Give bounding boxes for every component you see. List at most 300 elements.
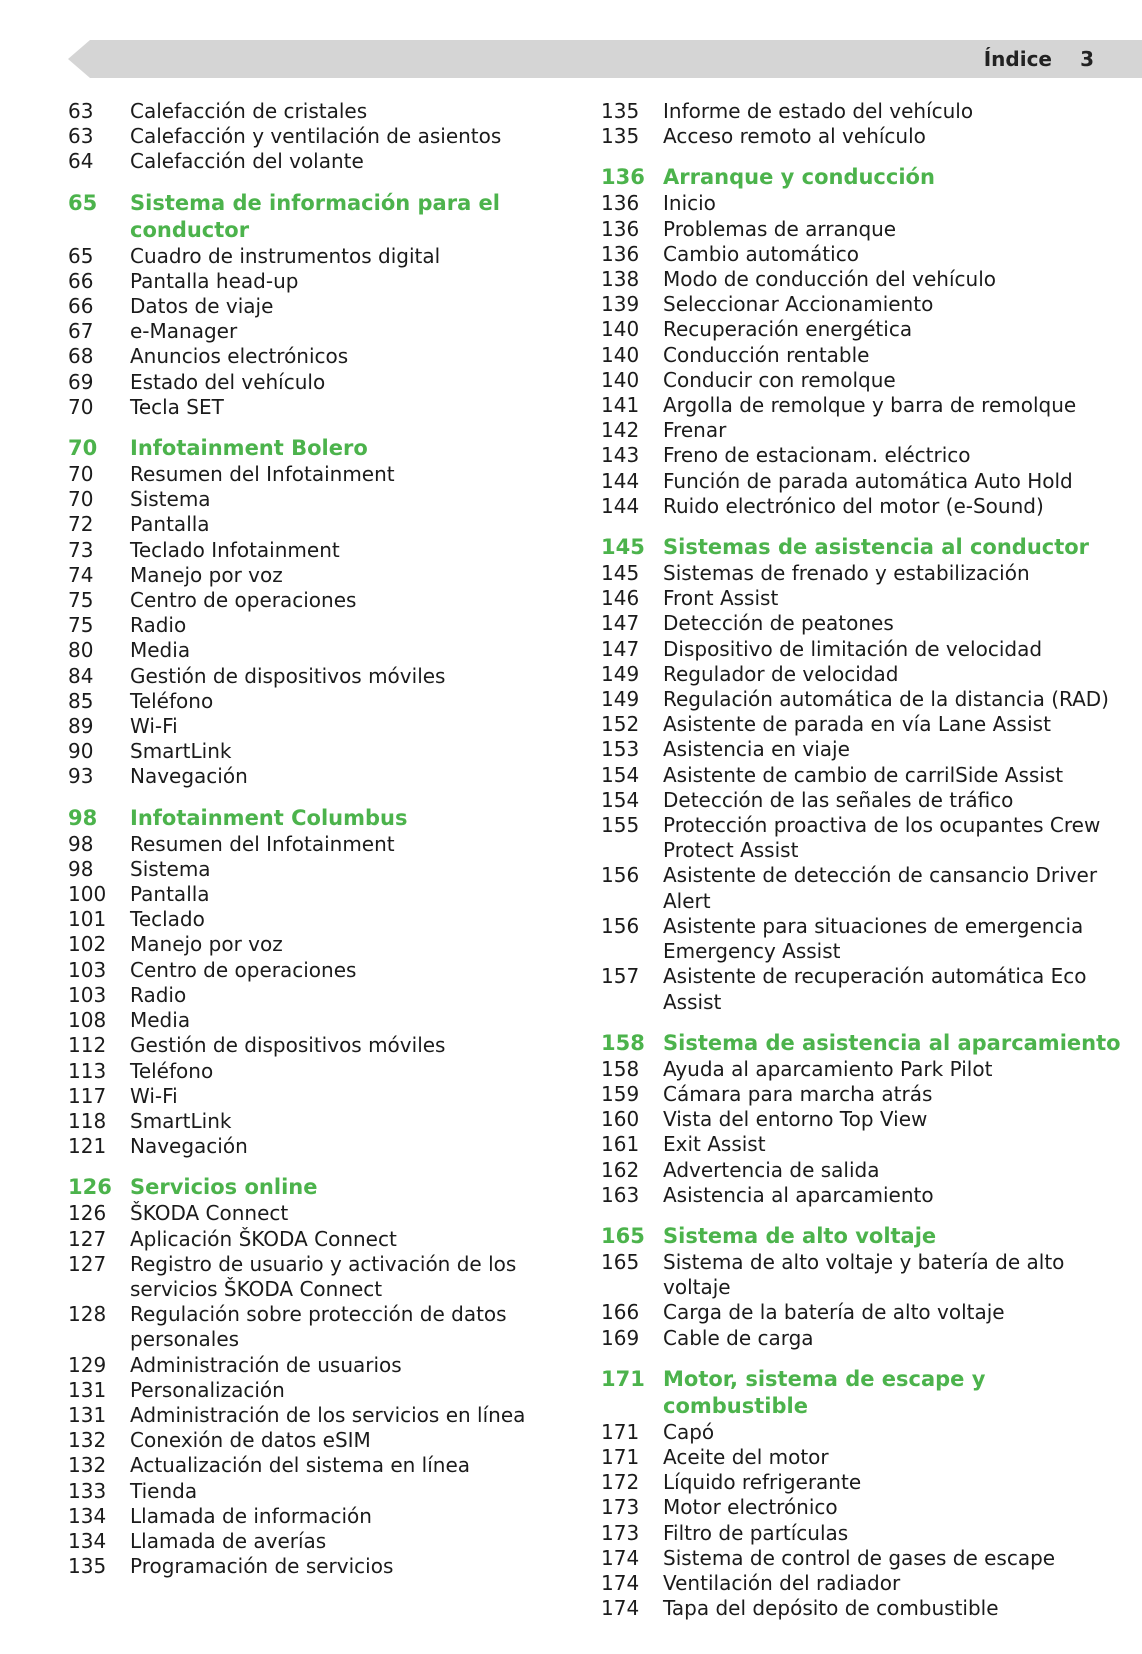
entry-page-number: 165 (601, 1249, 640, 1274)
entry-page-number: 129 (68, 1352, 107, 1377)
toc-entry[interactable] (68, 487, 588, 512)
toc-entry[interactable] (601, 317, 1121, 342)
toc-section (601, 1223, 1121, 1351)
entry-page-number: 65 (68, 243, 94, 268)
entry-title: SmartLink (130, 1108, 232, 1133)
entry-title: Registro de usuario y activación de los servicios ŠKODA Connect (130, 1251, 517, 1301)
toc-entry[interactable] (68, 1008, 588, 1033)
toc-entry[interactable] (68, 739, 588, 764)
entry-page-number: 160 (601, 1107, 640, 1132)
header-title: Índice (983, 47, 1052, 71)
entry-title: Asistente para situaciones de emergencia Emergency Assist (663, 913, 1084, 964)
heading-title: Sistema de asistencia al aparcamiento (663, 1030, 1121, 1055)
entry-title: Llamada de averías (130, 1528, 327, 1553)
toc-entry[interactable] (601, 1057, 1121, 1082)
entry-title: Radio (130, 982, 187, 1007)
entry-page-number: 131 (68, 1377, 107, 1402)
entry-page-number: 174 (601, 1570, 640, 1595)
toc-entry[interactable] (601, 586, 1121, 611)
entry-title: Inicio (663, 191, 716, 216)
entry-page-number: 113 (68, 1058, 107, 1083)
toc-entry[interactable] (68, 907, 588, 932)
entry-title: Función de parada automática Auto Hold (663, 468, 1073, 493)
entry-title: Regulación sobre protección de datos personales (130, 1302, 507, 1352)
entry-page-number: 84 (68, 663, 94, 688)
entry-page-number: 173 (601, 1495, 640, 1520)
toc-entry[interactable] (601, 469, 1121, 494)
entry-page-number: 135 (68, 1554, 107, 1579)
entry-title: Sistema (130, 856, 211, 881)
entry-page-number: 159 (601, 1081, 640, 1106)
entry-title: Administración de usuarios (130, 1352, 402, 1377)
entry-page-number: 70 (68, 487, 94, 512)
entry-title: Teléfono (130, 1058, 214, 1083)
toc-entry[interactable] (601, 494, 1121, 519)
section-heading[interactable] (68, 190, 588, 244)
entry-title: Front Assist (663, 586, 779, 611)
entry-title: Asistencia al aparcamiento (663, 1182, 934, 1207)
entry-page-number: 172 (601, 1470, 640, 1495)
toc-entry[interactable] (68, 395, 588, 420)
toc-entry[interactable] (601, 1326, 1121, 1351)
toc-entry[interactable] (68, 714, 588, 739)
entry-page-number: 171 (601, 1419, 640, 1444)
entry-page-number: 75 (68, 588, 94, 613)
toc-entry[interactable] (68, 1227, 588, 1252)
heading-title: Sistemas de asistencia al conductor (663, 535, 1090, 560)
toc-entry[interactable] (601, 418, 1121, 443)
entry-page-number: 140 (601, 317, 640, 342)
toc-entry[interactable] (601, 267, 1121, 292)
entry-page-number: 68 (68, 344, 94, 369)
toc-section (601, 99, 1121, 149)
toc-entry[interactable] (68, 149, 588, 174)
toc-entry[interactable] (68, 462, 588, 487)
toc-entry[interactable] (601, 1571, 1121, 1596)
entry-title: Problemas de arranque (663, 216, 897, 241)
entry-page-number: 135 (601, 124, 640, 149)
entry-title: Actualización del sistema en línea (130, 1453, 471, 1478)
entry-title: Centro de operaciones (130, 957, 357, 982)
entry-title: Media (130, 1008, 191, 1033)
entry-page-number: 162 (601, 1157, 640, 1182)
entry-page-number: 100 (68, 882, 107, 907)
entry-page-number: 140 (601, 342, 640, 367)
entry-title: Filtro de partículas (663, 1520, 849, 1545)
section-heading[interactable] (601, 1030, 1121, 1057)
toc-entry[interactable] (68, 99, 588, 124)
toc-entry[interactable] (68, 1201, 588, 1226)
entry-title: Wi-Fi (130, 714, 178, 739)
toc-entry[interactable] (601, 561, 1121, 586)
entry-page-number: 134 (68, 1503, 107, 1528)
toc-entry[interactable] (601, 1495, 1121, 1520)
toc-entry[interactable] (68, 1059, 588, 1084)
entry-title: Carga de la batería de alto voltaje (663, 1300, 1005, 1325)
toc-entry[interactable] (601, 99, 1121, 124)
toc-entry[interactable] (601, 1082, 1121, 1107)
entry-page-number: 166 (601, 1300, 640, 1325)
entry-title: Advertencia de salida (663, 1157, 880, 1182)
entry-page-number: 131 (68, 1402, 107, 1427)
toc-entry[interactable] (68, 983, 588, 1008)
entry-title: Calefacción y ventilación de asientos (130, 124, 502, 149)
toc-entry[interactable] (601, 1420, 1121, 1445)
entry-title: Dispositivo de limitación de velocidad (663, 636, 1043, 661)
toc-entry[interactable] (601, 343, 1121, 368)
toc-entry[interactable] (68, 764, 588, 789)
toc-entry[interactable] (601, 1521, 1121, 1546)
entry-page-number: 144 (601, 468, 640, 493)
entry-page-number: 103 (68, 982, 107, 1007)
entry-page-number: 136 (601, 241, 640, 266)
toc-entry[interactable] (68, 1504, 588, 1529)
toc-entry[interactable] (68, 588, 588, 613)
toc-entry[interactable] (601, 393, 1121, 418)
toc-entry[interactable] (601, 1596, 1121, 1621)
entry-page-number: 135 (601, 99, 640, 123)
toc-entry[interactable] (68, 269, 588, 294)
entry-page-number: 149 (601, 687, 640, 712)
entry-page-number: 93 (68, 764, 94, 789)
entry-title: Cambio automático (663, 241, 859, 266)
entry-page-number: 133 (68, 1478, 107, 1503)
toc-entry[interactable] (68, 563, 588, 588)
entry-title: Exit Assist (663, 1132, 766, 1157)
toc-entry[interactable] (601, 217, 1121, 242)
toc-entry[interactable] (601, 662, 1121, 687)
entry-title: Teléfono (130, 688, 214, 713)
toc-entry[interactable] (68, 613, 588, 638)
entry-title: Administración de los servicios en línea (130, 1402, 526, 1427)
entry-title: Sistema (130, 487, 211, 512)
entry-page-number: 69 (68, 369, 94, 394)
entry-page-number: 154 (601, 762, 640, 787)
entry-page-number: 101 (68, 907, 107, 932)
toc-entry[interactable] (68, 1084, 588, 1109)
toc-section (601, 1366, 1121, 1622)
entry-page-number: 66 (68, 294, 94, 319)
toc-section (68, 190, 588, 420)
entry-title: Motor electrónico (663, 1495, 838, 1520)
toc-entry[interactable] (601, 712, 1121, 737)
entry-title: Conducir con remolque (663, 367, 896, 392)
heading-page-number: 158 (601, 1030, 645, 1055)
entry-title: Llamada de información (130, 1503, 372, 1528)
toc-entry[interactable] (601, 368, 1121, 393)
toc-left-column (68, 99, 588, 1594)
entry-title: Asistente de cambio de carrilSide Assist (663, 762, 1064, 787)
entry-page-number: 156 (601, 863, 640, 888)
toc-entry[interactable] (68, 538, 588, 563)
entry-page-number: 156 (601, 913, 640, 938)
entry-page-number: 157 (601, 964, 640, 989)
toc-entry[interactable] (68, 512, 588, 537)
entry-page-number: 169 (601, 1325, 640, 1350)
entry-title: Conducción rentable (663, 342, 870, 367)
toc-entry[interactable] (68, 1134, 588, 1159)
toc-entry[interactable] (68, 1378, 588, 1403)
entry-title: Cable de carga (663, 1325, 814, 1350)
entry-page-number: 153 (601, 737, 640, 762)
entry-page-number: 132 (68, 1428, 107, 1453)
entry-title: Capó (663, 1419, 715, 1444)
toc-entry[interactable] (601, 1132, 1121, 1157)
entry-title: Datos de viaje (130, 294, 274, 319)
section-heading[interactable] (601, 1366, 1121, 1420)
entry-page-number: 63 (68, 99, 94, 123)
entry-page-number: 85 (68, 688, 94, 713)
entry-title: Asistente de parada en vía Lane Assist (663, 712, 1051, 737)
entry-title: Sistemas de frenado y estabilización (663, 561, 1030, 586)
header-band (68, 40, 1142, 78)
entry-title: SmartLink (130, 739, 232, 764)
entry-title: Wi-Fi (130, 1083, 178, 1108)
entry-title: Gestión de dispositivos móviles (130, 663, 446, 688)
entry-title: Recuperación energética (663, 317, 913, 342)
entry-page-number: 161 (601, 1132, 640, 1157)
entry-title: Detección de las señales de tráfico (663, 787, 1014, 812)
entry-title: Sistema de alto voltaje y batería de alto voltaje (663, 1249, 1065, 1300)
toc-entry[interactable] (601, 191, 1121, 216)
toc-entry[interactable] (601, 737, 1121, 762)
toc-entry[interactable] (68, 1353, 588, 1378)
entry-title: Media (130, 638, 191, 663)
heading-page-number: 126 (68, 1175, 112, 1200)
toc-entry[interactable] (68, 1033, 588, 1058)
toc-entry[interactable] (601, 763, 1121, 788)
toc-entry[interactable] (68, 344, 588, 369)
section-heading[interactable] (68, 435, 588, 462)
toc-section (68, 805, 588, 1160)
entry-page-number: 74 (68, 562, 94, 587)
toc-entry[interactable] (68, 1252, 588, 1302)
toc-entry[interactable] (601, 1470, 1121, 1495)
entry-title: Tienda (130, 1478, 198, 1503)
toc-entry[interactable] (68, 1109, 588, 1134)
toc-entry[interactable] (68, 319, 588, 344)
toc-entry[interactable] (601, 443, 1121, 468)
toc-entry[interactable] (68, 882, 588, 907)
section-heading[interactable] (68, 805, 588, 832)
toc-entry[interactable] (601, 1546, 1121, 1571)
section-heading[interactable] (601, 164, 1121, 191)
entry-title: Frenar (663, 418, 727, 443)
entry-title: Modo de conducción del vehículo (663, 267, 996, 292)
toc-entry[interactable] (68, 1302, 588, 1352)
toc-entry[interactable] (68, 1403, 588, 1428)
entry-title: Protección proactiva de los ocupantes Crew Protect Assist (663, 813, 1101, 863)
entry-title: Argolla de remolque y barra de remolque (663, 393, 1077, 418)
toc-entry[interactable] (68, 857, 588, 882)
entry-title: Calefacción de cristales (130, 99, 368, 123)
entry-page-number: 75 (68, 613, 94, 638)
toc-entry[interactable] (68, 689, 588, 714)
entry-title: Estado del vehículo (130, 369, 326, 394)
entry-title: Informe de estado del vehículo (663, 99, 974, 123)
entry-page-number: 155 (601, 813, 640, 838)
entry-page-number: 143 (601, 443, 640, 468)
entry-page-number: 140 (601, 367, 640, 392)
entry-title: e-Manager (130, 319, 238, 344)
toc-entry[interactable] (601, 914, 1121, 964)
entry-page-number: 141 (601, 393, 640, 418)
entry-page-number: 108 (68, 1008, 107, 1033)
entry-page-number: 174 (601, 1545, 640, 1570)
entry-page-number: 118 (68, 1108, 107, 1133)
toc-section (601, 1030, 1121, 1208)
entry-page-number: 98 (68, 856, 94, 881)
entry-title: Sistema de control de gases de escape (663, 1545, 1056, 1570)
toc-entry[interactable] (68, 1479, 588, 1504)
heading-title: Infotainment Bolero (130, 436, 368, 461)
entry-page-number: 127 (68, 1251, 107, 1276)
entry-title: Conexión de datos eSIM (130, 1428, 371, 1453)
entry-page-number: 72 (68, 512, 94, 537)
entry-title: Resumen del Infotainment (130, 831, 395, 856)
toc-right-column (601, 99, 1121, 1636)
section-heading[interactable] (601, 534, 1121, 561)
toc-entry[interactable] (68, 244, 588, 269)
entry-page-number: 147 (601, 636, 640, 661)
entry-title: Resumen del Infotainment (130, 462, 395, 487)
entry-page-number: 66 (68, 268, 94, 293)
entry-title: Navegación (130, 1134, 248, 1159)
entry-page-number: 132 (68, 1453, 107, 1478)
toc-entry[interactable] (601, 1300, 1121, 1325)
toc-section (68, 435, 588, 790)
toc-entry[interactable] (68, 1428, 588, 1453)
heading-page-number: 171 (601, 1366, 645, 1391)
toc-entry[interactable] (601, 637, 1121, 662)
toc-entry[interactable] (601, 1158, 1121, 1183)
entry-page-number: 138 (601, 267, 640, 292)
toc-entry[interactable] (601, 611, 1121, 636)
toc-entry[interactable] (601, 124, 1121, 149)
toc-section (601, 534, 1121, 1015)
entry-title: Teclado (130, 907, 205, 932)
heading-title: Sistema de alto voltaje (663, 1223, 937, 1248)
entry-title: Cámara para marcha atrás (663, 1081, 933, 1106)
entry-page-number: 134 (68, 1528, 107, 1553)
toc-entry[interactable] (601, 964, 1121, 1014)
heading-title: Sistema de información para el conductor (130, 190, 500, 242)
toc-entry[interactable] (68, 664, 588, 689)
heading-page-number: 70 (68, 436, 98, 461)
entry-page-number: 63 (68, 124, 94, 149)
toc-entry[interactable] (601, 813, 1121, 863)
section-heading[interactable] (601, 1223, 1121, 1250)
entry-page-number: 158 (601, 1056, 640, 1081)
entry-page-number: 136 (601, 216, 640, 241)
entry-page-number: 67 (68, 319, 94, 344)
entry-title: Gestión de dispositivos móviles (130, 1033, 446, 1058)
toc-entry[interactable] (68, 294, 588, 319)
heading-title: Arranque y conducción (663, 165, 935, 190)
entry-title: Cuadro de instrumentos digital (130, 243, 441, 268)
entry-title: Seleccionar Accionamiento (663, 292, 934, 317)
entry-title: Líquido refrigerante (663, 1470, 862, 1495)
entry-page-number: 98 (68, 831, 94, 856)
entry-title: Aceite del motor (663, 1444, 829, 1469)
entry-page-number: 145 (601, 561, 640, 586)
entry-title: Detección de peatones (663, 611, 894, 636)
toc-entry[interactable] (601, 788, 1121, 813)
entry-title: Centro de operaciones (130, 588, 357, 613)
entry-title: Manejo por voz (130, 932, 283, 957)
heading-page-number: 98 (68, 805, 98, 830)
toc-entry[interactable] (601, 242, 1121, 267)
toc-entry[interactable] (68, 124, 588, 149)
toc-entry[interactable] (601, 863, 1121, 913)
toc-entry[interactable] (68, 1554, 588, 1579)
toc-entry[interactable] (601, 1183, 1121, 1208)
heading-title: Servicios online (130, 1175, 318, 1200)
entry-title: Tecla SET (130, 394, 224, 419)
entry-page-number: 121 (68, 1134, 107, 1159)
entry-title: Ayuda al aparcamiento Park Pilot (663, 1056, 993, 1081)
entry-page-number: 149 (601, 661, 640, 686)
entry-page-number: 102 (68, 932, 107, 957)
entry-title: Pantalla head-up (130, 268, 299, 293)
entry-page-number: 147 (601, 611, 640, 636)
entry-page-number: 117 (68, 1083, 107, 1108)
toc-entry[interactable] (601, 1107, 1121, 1132)
entry-page-number: 70 (68, 462, 94, 487)
entry-title: Ruido electrónico del motor (e-Sound) (663, 493, 1044, 518)
toc-entry[interactable] (68, 638, 588, 663)
entry-title: Regulación automática de la distancia (RAD) (663, 687, 1109, 712)
entry-page-number: 127 (68, 1226, 107, 1251)
toc-entry[interactable] (601, 1445, 1121, 1470)
entry-title: Teclado Infotainment (130, 537, 340, 562)
entry-title: Pantalla (130, 882, 210, 907)
entry-title: Personalización (130, 1377, 285, 1402)
toc-section (68, 1174, 588, 1579)
toc-entry[interactable] (68, 832, 588, 857)
toc-entry[interactable] (601, 687, 1121, 712)
entry-page-number: 90 (68, 739, 94, 764)
toc-entry[interactable] (68, 932, 588, 957)
toc-entry[interactable] (68, 1453, 588, 1478)
entry-title: Aplicación ŠKODA Connect (130, 1226, 397, 1251)
entry-title: Freno de estacionam. eléctrico (663, 443, 971, 468)
toc-entry[interactable] (68, 370, 588, 395)
entry-title: ŠKODA Connect (130, 1201, 289, 1226)
entry-page-number: 152 (601, 712, 640, 737)
entry-title: Vista del entorno Top View (663, 1107, 928, 1132)
heading-title: Motor, sistema de escape y combustible (663, 1366, 986, 1418)
entry-page-number: 136 (601, 191, 640, 216)
entry-title: Tapa del depósito de combustible (663, 1596, 999, 1621)
entry-page-number: 73 (68, 537, 94, 562)
toc-entry[interactable] (601, 1250, 1121, 1300)
heading-page-number: 145 (601, 535, 645, 560)
toc-entry[interactable] (601, 292, 1121, 317)
heading-page-number: 65 (68, 190, 98, 215)
entry-title: Regulador de velocidad (663, 661, 899, 686)
entry-page-number: 64 (68, 149, 94, 174)
section-heading[interactable] (68, 1174, 588, 1201)
entry-title: Programación de servicios (130, 1554, 394, 1579)
entry-page-number: 144 (601, 493, 640, 518)
toc-entry[interactable] (68, 1529, 588, 1554)
entry-title: Asistente de recuperación automática Eco Assist (663, 964, 1087, 1014)
entry-page-number: 112 (68, 1033, 107, 1058)
toc-entry[interactable] (68, 958, 588, 983)
page-number: 3 (1080, 47, 1094, 71)
entry-page-number: 142 (601, 418, 640, 443)
